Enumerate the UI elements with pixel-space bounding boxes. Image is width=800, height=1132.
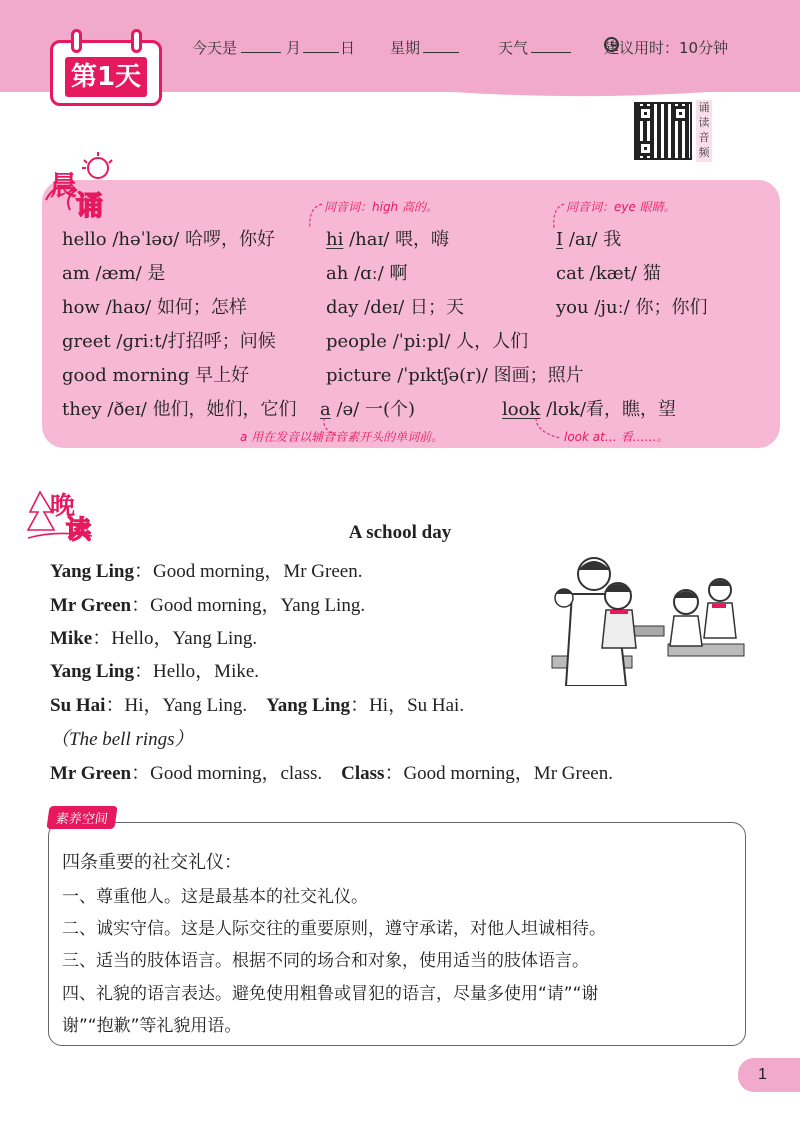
calendar-ring-icon bbox=[71, 29, 82, 53]
note-connector bbox=[530, 416, 566, 446]
page-number: 1 bbox=[738, 1058, 800, 1092]
classroom-illustration bbox=[548, 548, 748, 686]
clock-icon bbox=[604, 37, 619, 52]
vocab-item: look /lʊk/看，瞧，望 bbox=[502, 399, 677, 420]
note-connector bbox=[548, 196, 568, 236]
qr-finder bbox=[673, 106, 688, 121]
qr-audio-label: 诵读音频 bbox=[696, 100, 712, 162]
qr-finder bbox=[638, 141, 653, 156]
dialog-line: Mr Green：Good morning，Yang Ling. bbox=[50, 595, 366, 616]
month-field: 月 bbox=[286, 37, 339, 58]
vocab-item: cat /kæt/ 猫 bbox=[556, 263, 661, 284]
weather-field: 天气 bbox=[498, 37, 571, 58]
vocab-item: greet /ɡriːt/打招呼；问候 bbox=[62, 331, 276, 352]
vocab-item: I /aɪ/ 我 bbox=[556, 229, 622, 250]
literacy-line: 谢”“抱歉”等礼貌用语。 bbox=[62, 1016, 242, 1036]
note-i-homophone: 同音词：eye 眼睛。 bbox=[566, 200, 676, 214]
vocab-item: am /æm/ 是 bbox=[62, 263, 166, 284]
vocab-item: a /ə/ 一(个) bbox=[320, 399, 416, 420]
qr-finder bbox=[638, 106, 653, 121]
note-hi-homophone: 同音词：high 高的。 bbox=[324, 200, 438, 214]
vocab-item: people /ˈpiːpl/ 人，人们 bbox=[326, 331, 529, 352]
vocab-item: you /juː/ 你；你们 bbox=[556, 297, 708, 318]
note-connector bbox=[318, 416, 348, 446]
literacy-line: 三、适当的肢体语言。根据不同的场合和对象，使用适当的肢体语言。 bbox=[62, 951, 589, 971]
literacy-line: 一、尊重他人。这是最基本的社交礼仪。 bbox=[62, 887, 368, 907]
vocab-item: they /ðeɪ/ 他们，她们，它们 bbox=[62, 399, 297, 420]
note-connector bbox=[300, 196, 330, 236]
literacy-heading: 四条重要的社交礼仪： bbox=[62, 852, 242, 873]
vocab-item: hello /həˈləʊ/ 哈啰，你好 bbox=[62, 229, 275, 250]
day-calendar-badge bbox=[50, 40, 162, 106]
today-prefix: 今天是 bbox=[192, 37, 281, 58]
vocab-item: hi /haɪ/ 喂，嗨 bbox=[326, 229, 450, 250]
morning-badge-second: 诵 bbox=[76, 191, 103, 222]
suggested-time: 建议用时：10分钟 bbox=[604, 39, 729, 57]
morning-badge: 晨 bbox=[50, 171, 77, 202]
dialog-line: Su Hai：Hi，Yang Ling. Yang Ling：Hi，Su Hai. bbox=[50, 695, 465, 716]
day-field: 日 bbox=[340, 39, 356, 57]
dialog-line: Mr Green：Good morning，class. Class：Good morning，Mr Green. bbox=[50, 763, 613, 784]
vocab-item: picture /ˈpɪktʃə(r)/ 图画；照片 bbox=[326, 365, 584, 386]
stage-direction: （The bell rings） bbox=[50, 729, 194, 750]
weekday-field: 星期 bbox=[390, 37, 459, 58]
vocab-item: ah /ɑː/ 啊 bbox=[326, 263, 408, 284]
note-look-phrase: look at… 看……。 bbox=[564, 430, 669, 444]
day-label: 第1天 bbox=[65, 57, 147, 97]
note-a-usage: a 用在发音以辅音音素开头的单词前。 bbox=[240, 430, 444, 444]
literacy-tag: 素养空间 bbox=[46, 806, 117, 829]
literacy-line: 四、礼貌的语言表达。避免使用粗鲁或冒犯的语言，尽量多使用“请”“谢 bbox=[62, 984, 599, 1004]
qr-code[interactable] bbox=[634, 102, 692, 160]
literacy-line: 二、诚实守信。这是人际交往的重要原则，遵守承诺，对他人坦诚相待。 bbox=[62, 919, 606, 939]
dialog-line: Yang Ling：Hello，Mike. bbox=[50, 661, 260, 682]
vocab-item: day /deɪ/ 日；天 bbox=[326, 297, 464, 318]
evening-badge-second: 读 bbox=[66, 515, 92, 544]
vocab-item: good morning 早上好 bbox=[62, 365, 250, 386]
evening-badge: 晚 bbox=[50, 491, 76, 520]
dialog-line: Yang Ling：Good morning，Mr Green. bbox=[50, 561, 363, 582]
reading-title: A school day bbox=[348, 522, 452, 543]
dialog-line: Mike：Hello，Yang Ling. bbox=[50, 628, 258, 649]
vocab-item: how /haʊ/ 如何；怎样 bbox=[62, 297, 247, 318]
calendar-ring-icon bbox=[131, 29, 142, 53]
